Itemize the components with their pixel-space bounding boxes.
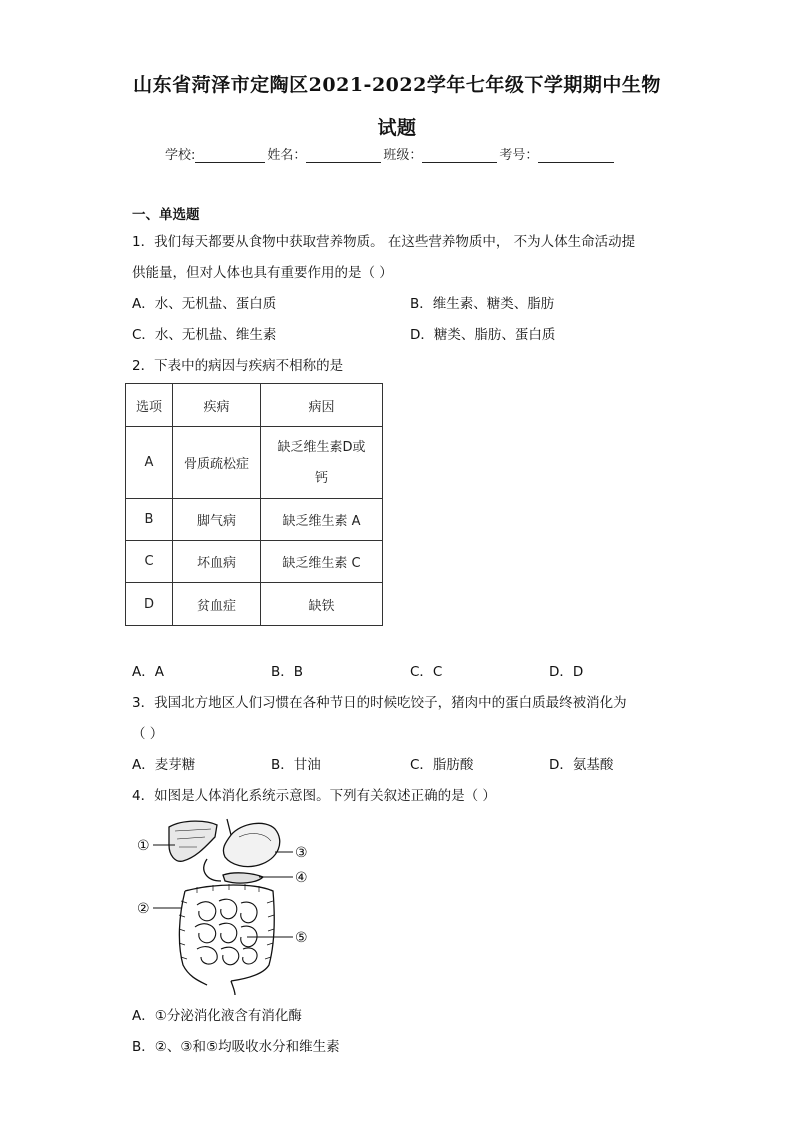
- table-row: [126, 541, 383, 583]
- row-disease: 骨质疏松症: [173, 427, 261, 499]
- row-cause-line2: 钙: [314, 470, 328, 486]
- q2-option-d[interactable]: D．D: [549, 664, 584, 680]
- q4-option-b[interactable]: B．②、③和⑤均吸收水分和维生素: [132, 1039, 340, 1055]
- q1-option-b[interactable]: B．维生素、糖类、脂肪: [410, 296, 555, 312]
- table-row: [126, 499, 383, 541]
- pancreas-shape: [223, 873, 263, 883]
- class-blank[interactable]: [422, 148, 497, 163]
- q1-option-d[interactable]: D．糖类、脂肪、蛋白质: [410, 327, 556, 343]
- school-blank[interactable]: [195, 148, 265, 163]
- q1-option-a[interactable]: A．水、无机盐、蛋白质: [132, 296, 277, 312]
- row-cause: [261, 427, 383, 499]
- disease-cause-table: [125, 383, 383, 626]
- q4-stem: 4．如图是人体消化系统示意图。下列有关叙述正确的是（ ）: [132, 788, 496, 804]
- q3-stem-line1: 3．我国北方地区人们习惯在各种节日的时候吃饺子，猪肉中的蛋白质最终被消化为: [132, 695, 627, 711]
- row-cause: 缺铁: [261, 583, 383, 626]
- diagram-label-4: ④: [295, 870, 308, 886]
- row-option: A: [126, 427, 173, 499]
- q2-option-c[interactable]: C．C: [410, 664, 443, 680]
- diagram-label-3: ③: [295, 845, 308, 861]
- liver-shape: [169, 821, 217, 861]
- diagram-label-1: ①: [137, 838, 150, 854]
- header-option: 选项: [126, 384, 173, 427]
- q3-option-c[interactable]: C．脂肪酸: [410, 757, 474, 773]
- small-intestine-shape: [195, 899, 257, 965]
- rectum-shape: [231, 981, 235, 995]
- q2-option-a[interactable]: A．A: [132, 664, 164, 680]
- q3-option-d[interactable]: D．氨基酸: [549, 757, 614, 773]
- name-label: 姓名：: [267, 148, 307, 163]
- student-info-row: [165, 144, 616, 163]
- esophagus-shape: [227, 819, 231, 835]
- q1-stem-line1: 1．我们每天都要从食物中获取营养物质。 在这些营养物质中， 不为人体生命活动提: [132, 234, 636, 250]
- table-row: [126, 583, 383, 626]
- large-intestine-shape: [179, 885, 274, 985]
- name-blank[interactable]: [306, 148, 381, 163]
- exam-number-label: 考号：: [499, 148, 539, 163]
- diagram-label-5: ⑤: [295, 930, 308, 946]
- digestive-system-diagram: [135, 815, 320, 995]
- row-disease: 脚气病: [173, 499, 261, 541]
- q3-option-b[interactable]: B．甘油: [271, 757, 321, 773]
- q2-option-b[interactable]: B．B: [271, 664, 304, 680]
- q3-stem-line2: （ ）: [132, 726, 164, 742]
- exam-number-blank[interactable]: [538, 148, 614, 163]
- q1-stem-line2: 供能量，但对人体也具有重要作用的是（ ）: [132, 265, 393, 281]
- class-label: 班级：: [383, 148, 423, 163]
- q1-option-c[interactable]: C．水、无机盐、维生素: [132, 327, 277, 343]
- row-cause: 缺乏维生素 C: [261, 541, 383, 583]
- section-heading: 一、单选题: [132, 207, 200, 223]
- row-cause: 缺乏维生素 A: [261, 499, 383, 541]
- q3-option-a[interactable]: A．麦芽糖: [132, 757, 196, 773]
- row-option: D: [126, 583, 173, 626]
- diagram-label-2: ②: [137, 901, 150, 917]
- header-cause: 病因: [261, 384, 383, 427]
- header-disease: 疾病: [173, 384, 261, 427]
- exam-title-line1: 山东省菏泽市定陶区2021-2022学年七年级下学期期中生物: [133, 74, 661, 96]
- school-label: 学校:: [165, 148, 196, 163]
- row-option: C: [126, 541, 173, 583]
- row-cause-line1: 缺乏维生素D或: [277, 439, 366, 455]
- row-disease: 坏血病: [173, 541, 261, 583]
- stomach-shape: [223, 823, 279, 866]
- q4-option-a[interactable]: A．①分泌消化液含有消化酶: [132, 1008, 302, 1024]
- table-header-row: [126, 384, 383, 427]
- q2-stem: 2．下表中的病因与疾病不相称的是: [132, 358, 344, 374]
- table-row: [126, 427, 383, 499]
- exam-title-line2: 试题: [377, 117, 417, 139]
- row-disease: 贫血症: [173, 583, 261, 626]
- row-option: B: [126, 499, 173, 541]
